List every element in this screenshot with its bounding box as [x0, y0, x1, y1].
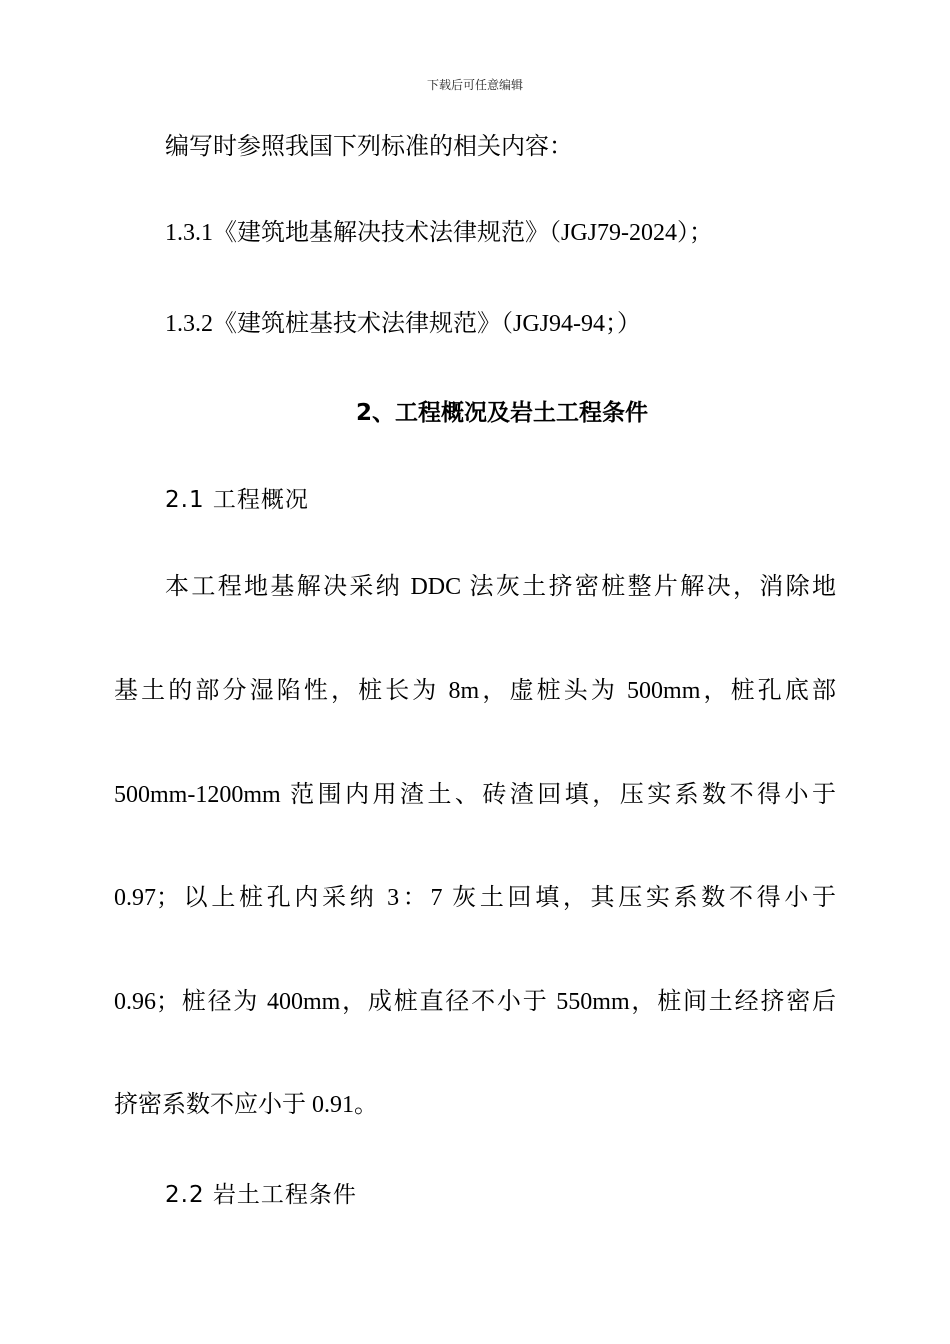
reference-item: 1.3.2《建筑桩基技术法律规范》（JGJ94-94；）	[165, 311, 642, 337]
reference-item: 1.3.1《建筑地基解决技术法律规范》（JGJ79-2024）；	[165, 220, 714, 246]
header-note: 下载后可任意编辑	[426, 78, 523, 92]
section-heading: 2、工程概况及岩土工程条件	[355, 400, 648, 426]
subsection-heading: 2.2 岩土工程条件	[165, 1182, 357, 1208]
paragraph-line: 0.97；以上桩孔内采纳 3：7 灰土回填，其压实系数不得小于	[114, 885, 836, 911]
paragraph-line: 本工程地基解决采纳 DDC 法灰土挤密桩整片解决，消除地	[165, 574, 836, 600]
subsection-heading: 2.1 工程概况	[165, 487, 309, 513]
paragraph-line: 0.96；桩径为 400mm，成桩直径不小于 550mm，桩间土经挤密后	[114, 989, 836, 1015]
paragraph-line: 基土的部分湿陷性，桩长为 8m，虚桩头为 500mm，桩孔底部	[114, 678, 836, 704]
paragraph-line: 500mm-1200mm 范围内用渣土、砖渣回填，压实系数不得小于	[114, 782, 836, 808]
paragraph-line: 挤密系数不应小于 0.91。	[114, 1092, 378, 1118]
intro-text: 编写时参照我国下列标准的相关内容：	[165, 134, 573, 160]
